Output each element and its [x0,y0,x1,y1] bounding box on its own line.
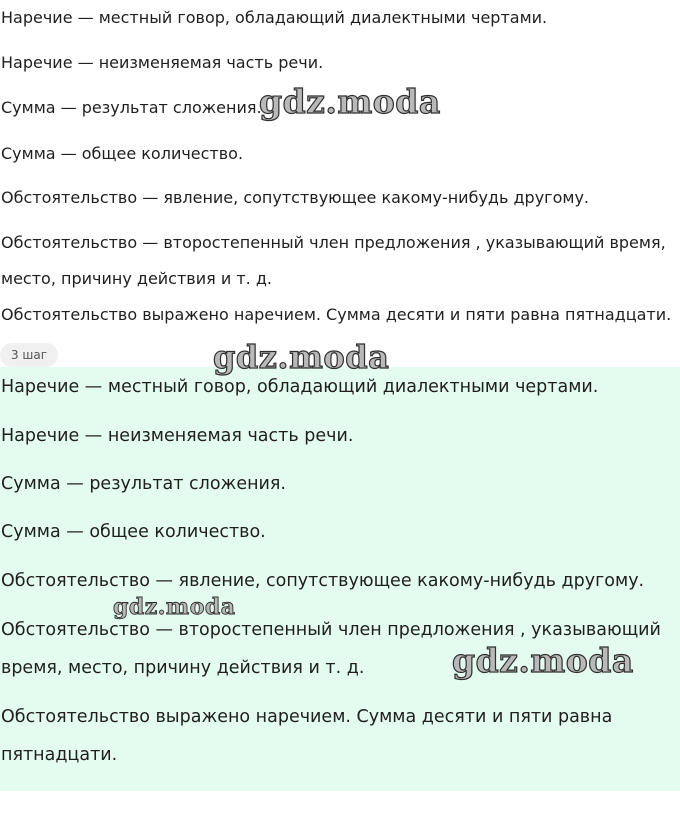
text-line: Обстоятельство выражено наречием. Сумма десяти и пяти равна [1,707,613,727]
text-line: Обстоятельство выражено наречием. Сумма десяти и пяти равна пятнадцати. [1,305,672,324]
watermark-logo: gdz.moda [259,82,441,121]
text-line: место, причину действия и т. д. [1,269,272,288]
text-line: Сумма — общее количество. [1,144,244,163]
step-badge: 3 шаг [0,343,58,367]
text-line: Обстоятельство — явление, сопутствующее какому-нибудь другому. [1,188,589,207]
text-line: Наречие — местный говор, обладающий диалектными чертами. [1,8,548,27]
watermark-logo: gdz.moda [452,641,634,680]
text-line: Обстоятельство — явление, сопутствующее какому-нибудь другому. [1,571,645,591]
watermark-logo: gdz.moda [113,594,236,620]
text-line: Наречие — местный говор, обладающий диалектными чертами. [1,377,599,397]
text-line: пятнадцати. [1,745,118,765]
text-line: время, место, причину действия и т. д. [1,658,365,678]
text-line: Сумма — общее количество. [1,522,266,542]
text-line: Наречие — неизменяемая часть речи. [1,426,354,446]
watermark-logo: gdz.moda [213,338,390,376]
text-line: Сумма — результат сложения. [1,474,286,494]
text-line: Обстоятельство — второстепенный член предложения , указывающий время, [1,233,666,252]
text-line: Обстоятельство — второстепенный член предложения , указывающий [1,620,661,640]
text-line: Наречие — неизменяемая часть речи. [1,53,324,72]
text-line: Сумма — результат сложения. [1,98,262,117]
